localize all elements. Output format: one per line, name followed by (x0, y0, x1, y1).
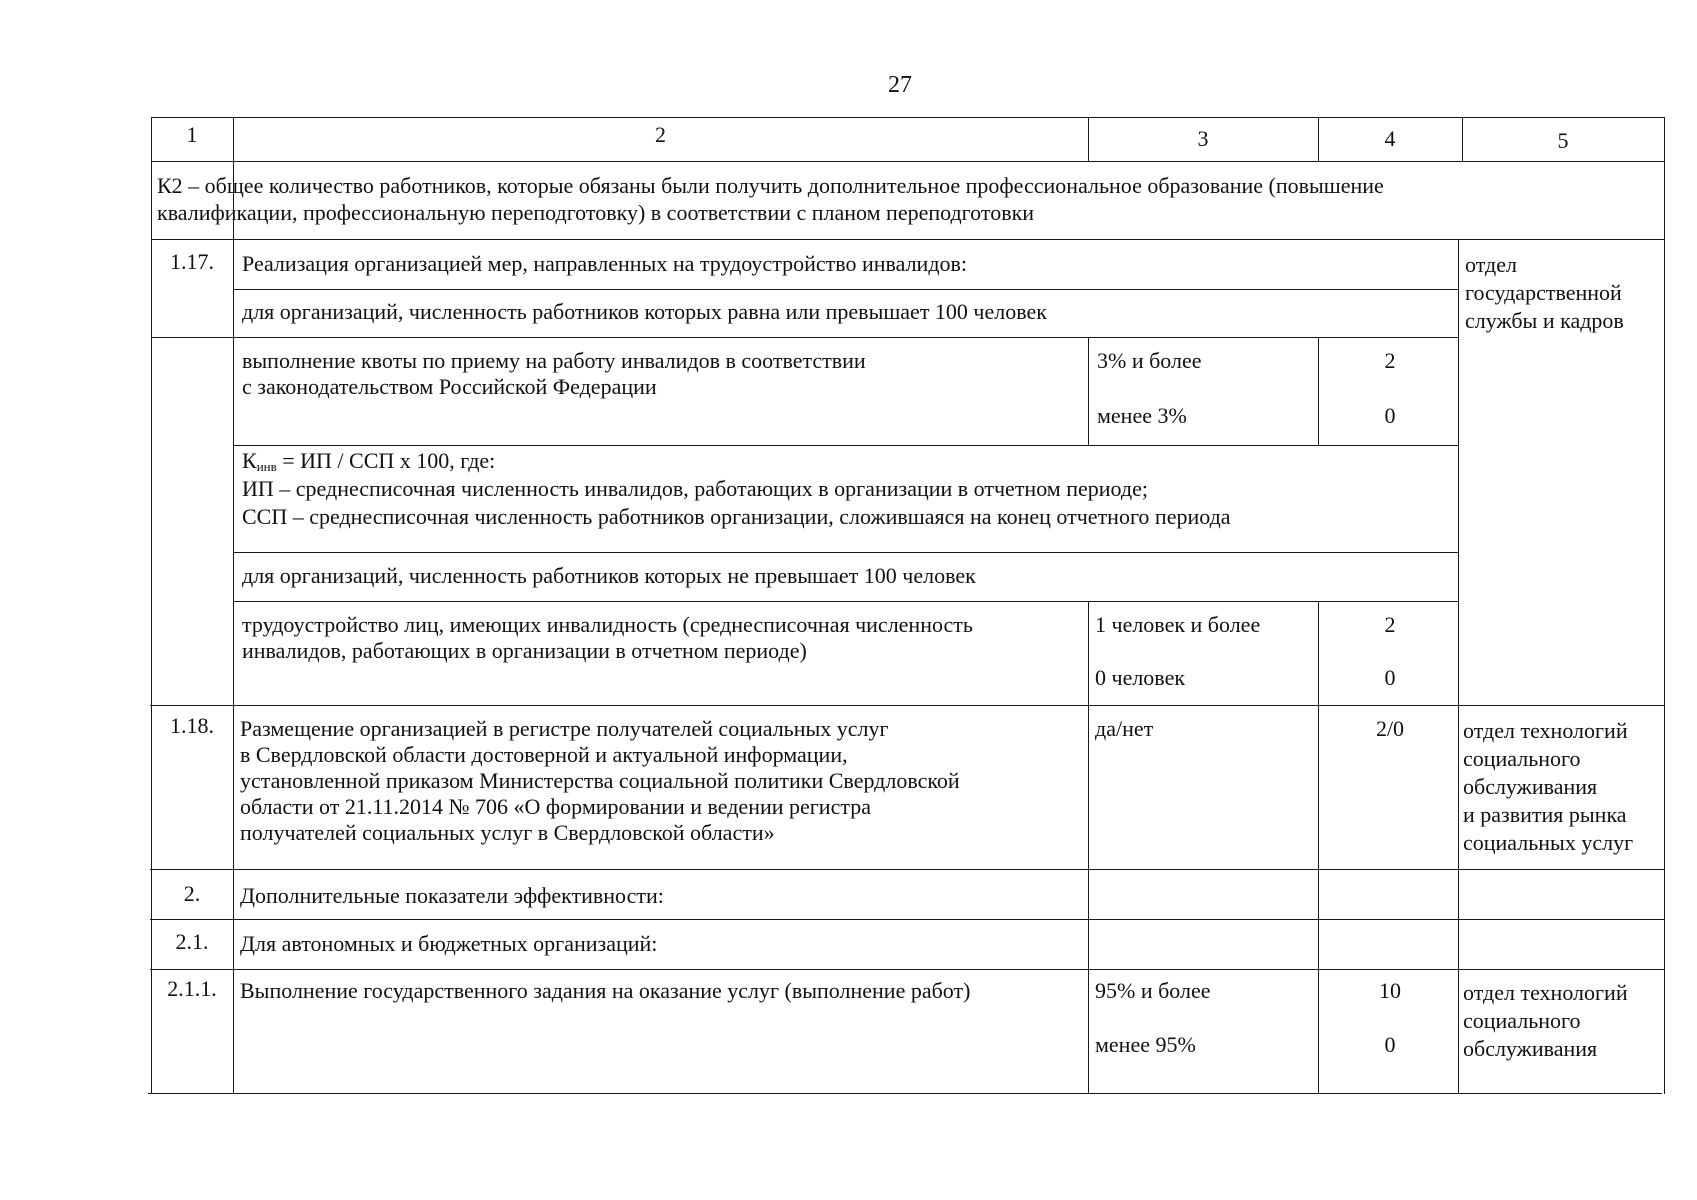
row-2-top-border (150, 869, 1664, 870)
column-header-1: 1 (186, 122, 198, 147)
quota-criterion-low: менее 3% (1097, 403, 1187, 428)
employment-description-line-1: трудоустройство лиц, имеющих инвалидность (среднесписочная численность (242, 612, 973, 637)
row-211-points-low: 0 (1384, 1032, 1396, 1057)
row-118-number: 1.18. (170, 713, 214, 738)
employment-description-line-2: инвалидов, работающих в организации в отчетном периоде) (242, 638, 807, 663)
row-118-text-line-2: в Свердловской области достоверной и актуальной информации, (240, 742, 848, 767)
quota-points-low: 0 (1384, 403, 1396, 428)
row-118-text-line-4: области от 21.11.2014 № 706 «О формировании и ведении регистра (240, 794, 871, 819)
row-117-dept-line-3: службы и кадров (1465, 308, 1624, 333)
row-117-dept-line-2: государственной (1465, 280, 1622, 305)
column-header-5: 5 (1557, 128, 1569, 153)
formula-divider (233, 552, 1458, 553)
column-1-2-border (233, 117, 234, 1094)
row-117-sub1-divider (151, 337, 1458, 338)
row-117-dept-line-1: отдел (1465, 252, 1517, 277)
row-117-subheading-large: для организаций, численность работников которых равна или превышает 100 человек (242, 299, 1047, 324)
employment-points-high: 2 (1384, 612, 1396, 637)
row-118-text-line-5: получателей социальных услуг в Свердловской области» (240, 820, 775, 845)
lower-column-2-3-border (1088, 601, 1089, 1093)
row-21-top-border (150, 919, 1664, 920)
page-number: 27 (888, 72, 912, 98)
row-211-dept-line-3: обслуживания (1463, 1036, 1598, 1061)
column-header-3: 3 (1197, 126, 1209, 151)
quota-divider (233, 445, 1458, 446)
row-117-title-divider (233, 289, 1458, 290)
formula-k-subscript: инв (256, 459, 277, 474)
employment-points-low: 0 (1384, 665, 1396, 690)
row-117-title: Реализация организацией мер, направленных на трудоустройство инвалидов: (242, 251, 968, 276)
column-header-2: 2 (655, 122, 666, 147)
row-117-sub2-divider (233, 601, 1458, 602)
column-header-4: 4 (1384, 126, 1396, 151)
k2-note-line-1: К2 – общее количество работников, которые обязаны были получить дополнительное профессиональное образование (повышение (157, 173, 1384, 198)
quota-description-line-2: с законодательством Российской Федерации (242, 374, 657, 399)
row-118-dept-line-5: социальных услуг (1463, 830, 1634, 855)
row-118-text-line-1: Размещение организацией в регистре получателей социальных услуг (240, 716, 889, 741)
formula-k-rest: = ИП / ССП х 100, где: (276, 448, 496, 473)
k2-note-divider (151, 239, 1664, 240)
row-21-title: Для автономных и бюджетных организаций: (240, 931, 658, 956)
row-118-points: 2/0 (1375, 716, 1405, 741)
row-118-dept-line-2: социального (1463, 746, 1581, 771)
row-118-text-line-3: установленной приказом Министерства социальной политики Свердловской (240, 768, 960, 793)
table-right-border (1664, 117, 1665, 1094)
row-211-dept-line-1: отдел технологий (1463, 980, 1628, 1005)
quota-column-2-3-border (1088, 337, 1089, 445)
row-21-number: 2.1. (175, 929, 209, 954)
row-118-dept-line-3: обслуживания (1463, 774, 1598, 799)
employment-criterion-low: 0 человек (1095, 665, 1186, 690)
row-211-number: 2.1.1. (167, 976, 217, 1001)
table-top-border (151, 117, 1664, 118)
row-2-number: 2. (183, 881, 201, 906)
formula-ip-definition: ИП – среднесписочная численность инвалидов, работающих в организации в отчетном периоде; (242, 476, 1148, 501)
header-row-divider (151, 161, 1664, 162)
row-211-dept-line-2: социального (1463, 1008, 1581, 1033)
row-211-title: Выполнение государственного задания на оказание услуг (выполнение работ) (240, 978, 971, 1003)
quota-points-high: 2 (1384, 348, 1396, 373)
formula-k-letter: К (242, 448, 257, 473)
quota-criterion-high: 3% и более (1097, 348, 1202, 373)
table-bottom-border (148, 1093, 1662, 1094)
row-211-criterion-low: менее 95% (1095, 1032, 1196, 1057)
row-117-number: 1.17. (170, 249, 214, 274)
row-211-top-border (150, 969, 1664, 970)
formula-ssp-definition: ССП – среднесписочная численность работников организации, сложившаяся на конец отчетного периода (242, 504, 1231, 529)
row-211-criterion-high: 95% и более (1095, 978, 1211, 1003)
row-118-criterion: да/нет (1095, 716, 1154, 741)
k2-note-line-2: квалификации, профессиональную переподготовку) в соответствии с планом переподготовки (157, 200, 1035, 225)
quota-description-line-1: выполнение квоты по приему на работу инвалидов в соответствии (242, 348, 866, 373)
row-211-points-high: 10 (1379, 978, 1401, 1003)
row-2-title: Дополнительные показатели эффективности: (240, 883, 664, 908)
row-118-dept-line-4: и развития рынка (1463, 802, 1627, 827)
criteria-table (145, 117, 1662, 1094)
row-117-subheading-small: для организаций, численность работников которых не превышает 100 человек (242, 563, 976, 588)
row-118-dept-line-1: отдел технологий (1463, 718, 1628, 743)
row-118-top-border (150, 705, 1664, 706)
employment-criterion-high: 1 человек и более (1095, 612, 1261, 637)
